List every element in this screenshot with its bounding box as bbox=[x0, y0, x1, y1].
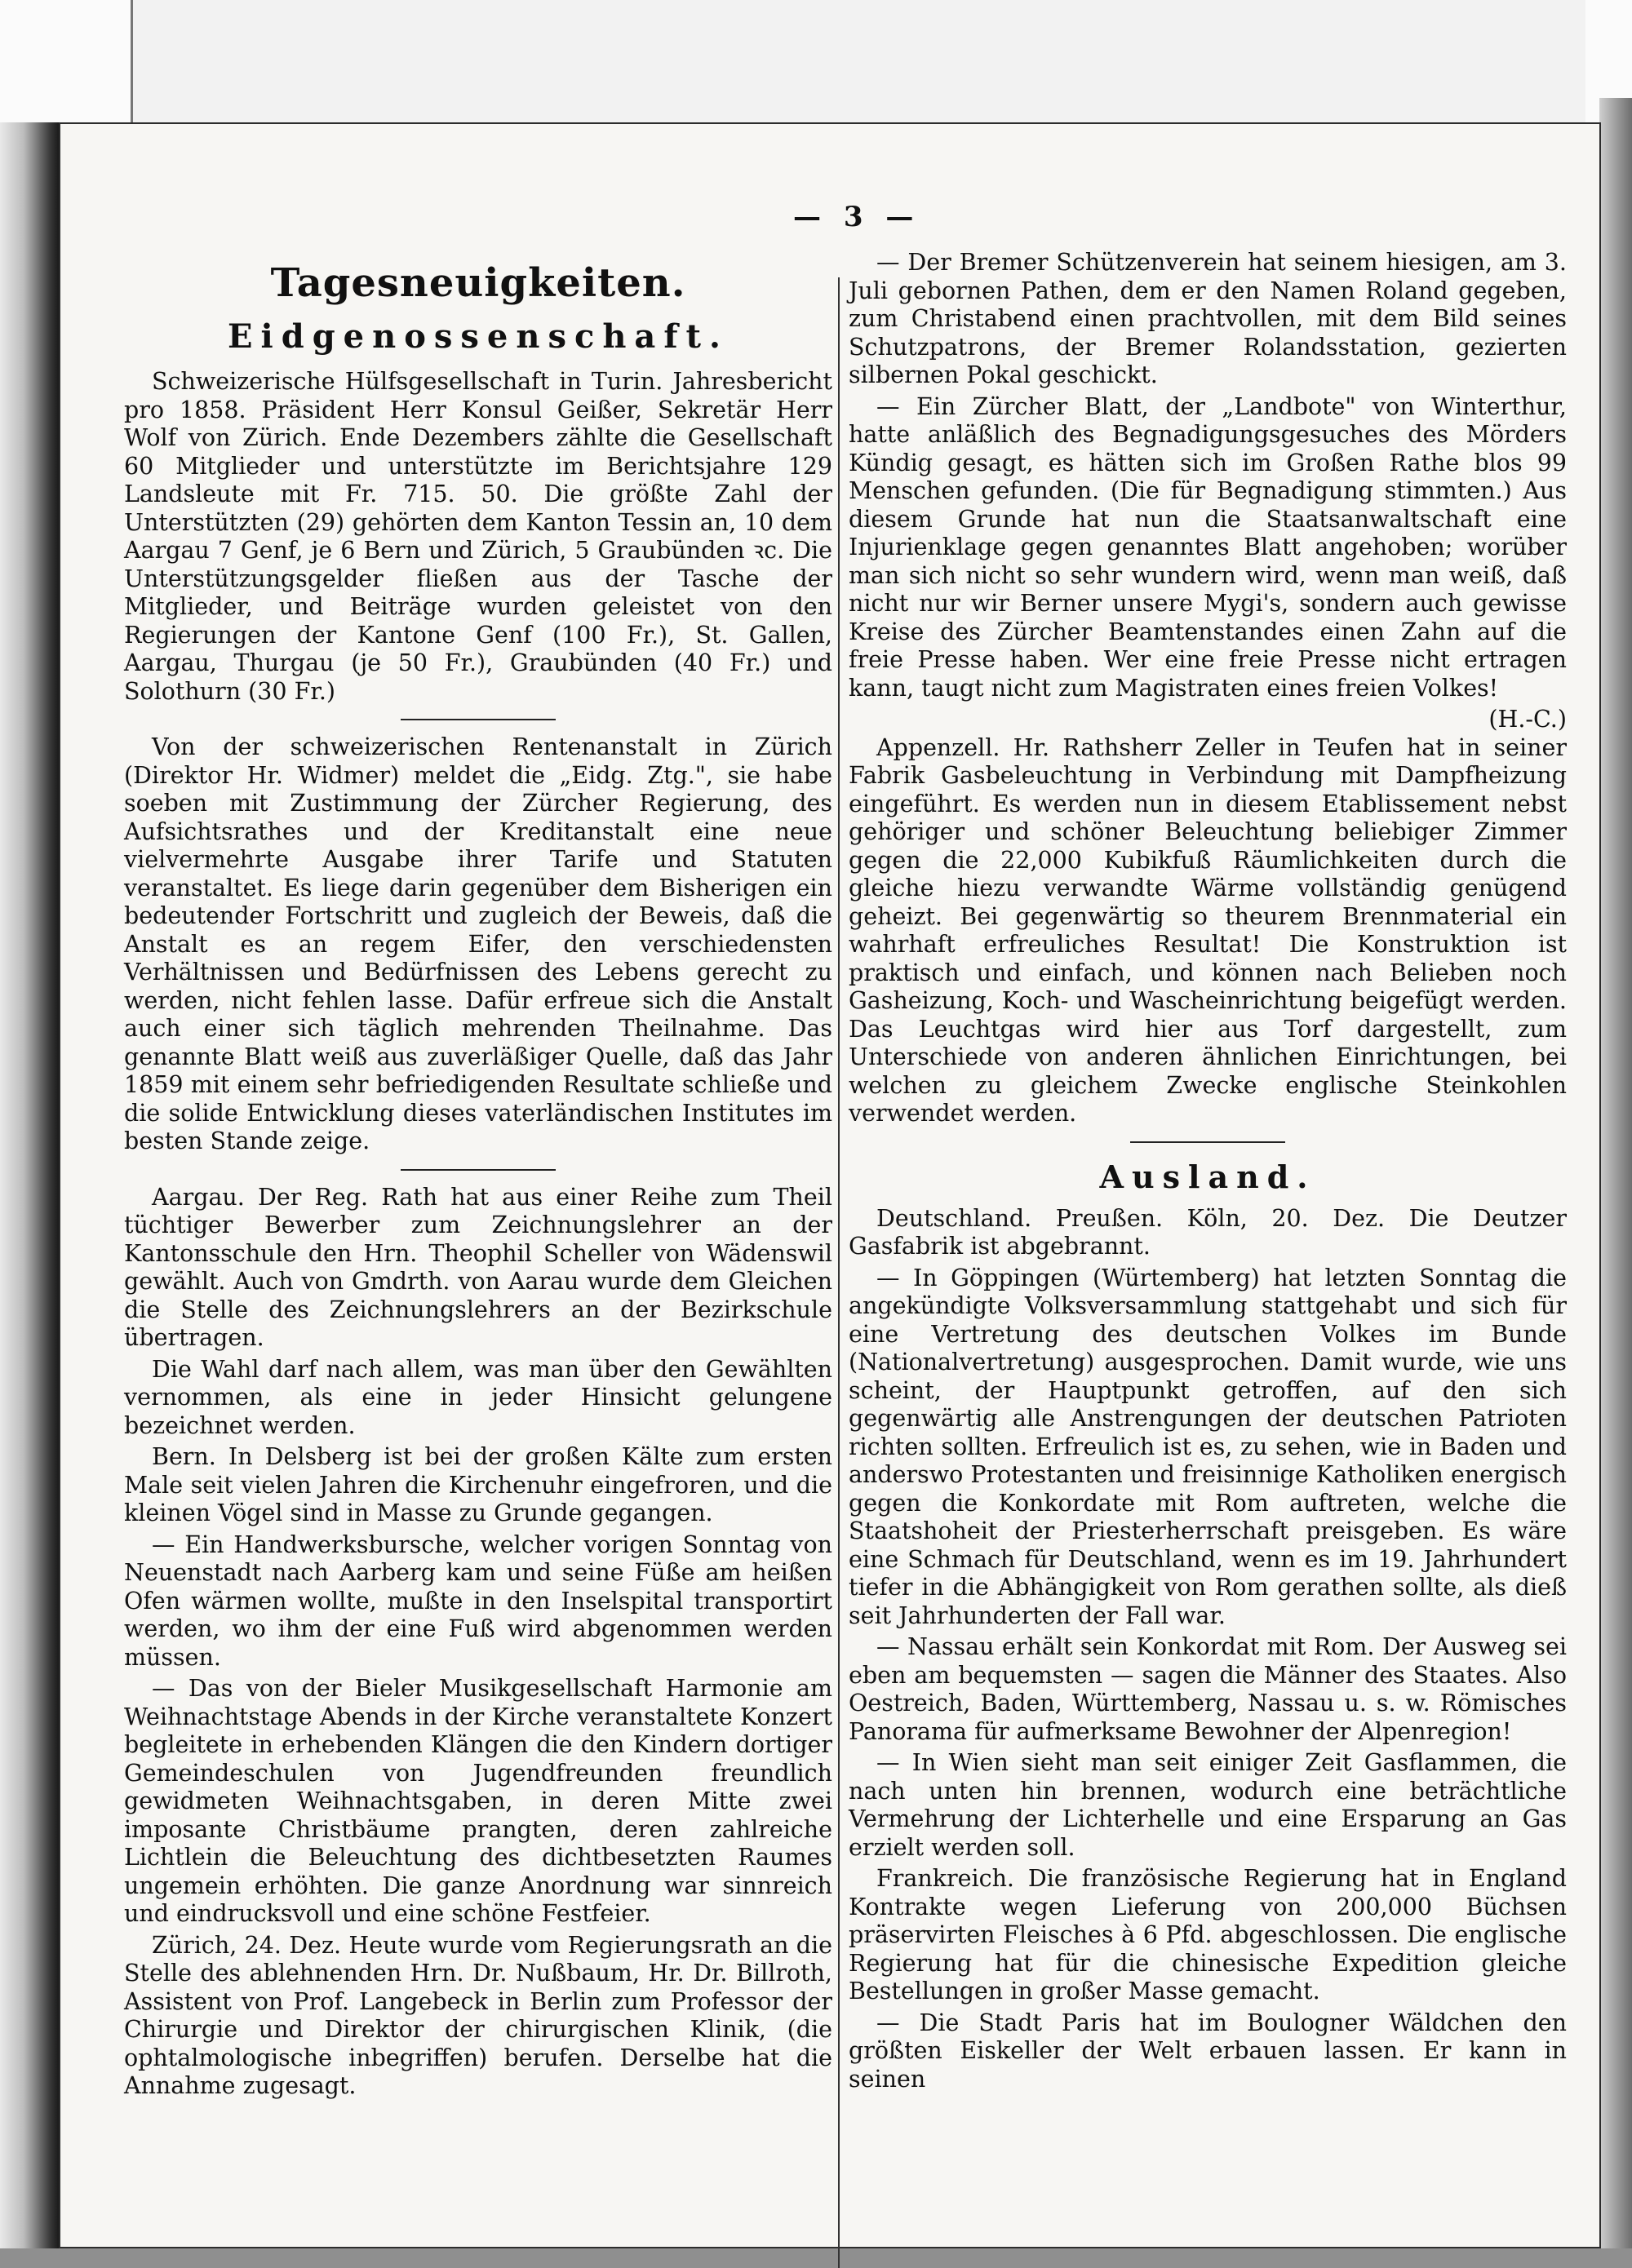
section-title: Tagesneuigkeiten. bbox=[270, 260, 686, 306]
newspaper-page bbox=[59, 122, 1601, 2248]
article-paragraph: — Ein Handwerksbursche, welcher vorigen Sonntag von Neuenstadt nach Aarberg kam und seine Füße am heißen Ofen wärmen wollte, mußte in den Inselspital transportirt werden, wo ihm der eine Fuß wird abgenommen werden müssen. bbox=[124, 1530, 832, 1671]
article-paragraph: — Das von der Bieler Musikgesellschaft Harmonie am Weihnachtstage Abends in der Kirche veranstaltete Konzert begleitete in erhebenden Klängen die den Kindern dortiger Gemeindeschulen von Jugendfreunden freundlich gewidmeten Weihnachtsgaben, in deren Mitte zwei imposante Christbäume prangten, deren zahlreiche Lichtlein die Beleuchtung des dichtbesetzten Raumes ungemein erhöhten. Die ganze Anordnung war sinnreich und eindrucksvoll und eine schöne Festfeier. bbox=[124, 1675, 832, 1927]
article-paragraph: — In Wien sieht man seit einiger Zeit Gasflammen, die nach unten hin brennen, wodurch eine beträchtliche Vermehrung der Lichterhelle und eine Ersparung an Gas erzielt werden soll. bbox=[849, 1749, 1567, 1861]
article-paragraph: Appenzell. Hr. Rathsherr Zeller in Teufen hat in seiner Fabrik Gasbeleuchtung in Verbindung mit Dampfheizung eingeführt. Es werden nun in diesem Etablissement nebst gehöriger und schöner Beleuchtung beliebiger Zimmer gegen die 22,000 Kubikfuß Räumlichkeiten durch die gleiche hiezu verwandte Wärme vollständig genügend geheizt. Bei gegenwärtig so theurem Brennmaterial ein wahrhaft erfreuliches Resultat! Die Konstruktion ist praktisch und einfach, und können nach Belieben noch Gasheizung, Koch- und Wascheinrichtung beigefügt werden. Das Leuchtgas wird hier aus Torf dargestellt, zum Unterschiede von anderen ähnlichen Einrichtungen, bei welchen zu gleichem Zwecke englische Steinkohlen verwendet werden. bbox=[849, 733, 1567, 1127]
article-paragraph: Schweizerische Hülfsgesellschaft in Turin. Jahresbericht pro 1858. Präsident Herr Konsul Geißer, Sekretär Herr Wolf von Zürich. Ende Dezembers zählte die Gesellschaft 60 Mitglieder und unterstützte im Berichtsjahre 129 Landsleute mit Fr. 715. 50. Die größte Zahl der Unterstützten (29) gehörten dem Kanton Tessin an, 10 dem Aargau 7 Genf, je 6 Bern und Zürich, 5 Graubünden ꝛc. Die Unterstützungsgelder fließen aus der Tasche der Mitglieder, und Beiträge wurden geleistet von den Regierungen der Kantone Genf (100 Fr.), St. Gallen, Aargau, Thurgau (je 50 Fr.), Graubünden (40 Fr.) und Solothurn (30 Fr.) bbox=[124, 368, 832, 705]
book-binding-shadow bbox=[0, 122, 59, 2248]
page-number: — 3 — bbox=[793, 201, 920, 233]
article-paragraph: — Die Stadt Paris hat im Boulogner Wäldchen den größten Eiskeller der Welt erbauen lassen. Er kann in seinen bbox=[849, 2009, 1567, 2093]
subsection-title-ausland: Ausland. bbox=[1099, 1158, 1316, 1195]
article-paragraph: — In Göppingen (Würtemberg) hat letzten Sonntag die angekündigte Volksversammlung stattgehabt und sich für eine Vertretung des deutschen Volkes im Bunde (Nationalvertretung) ausgesprochen. Damit wurde, wie uns scheint, der Hauptpunkt getroffen, auf den sich gegenwärtig alle Anstrengungen der deutschen Patrioten richten sollten. Erfreulich ist es, zu sehen, wie in Baden und anderswo Protestanten und freisinnige Katholiken energisch gegen die Konkordate mit Rom auftreten, welche die Staatshoheit der Priesterherrschaft preisgeben. Es wäre eine Schmach für Deutschland, wenn es im 19. Jahrhundert tiefer in die Abhängigkeit von Rom gerathen sollte, als dieß seit Jahrhunderten der Fall war. bbox=[849, 1264, 1567, 1629]
article-paragraph: Bern. In Delsberg ist bei der großen Kälte zum ersten Male seit vielen Jahren die Kirchenuhr eingefroren, und die kleinen Vögel sind in Masse zu Grunde gegangen. bbox=[124, 1443, 832, 1526]
article-paragraph: Deutschland. Preußen. Köln, 20. Dez. Die Deutzer Gasfabrik ist abgebrannt. bbox=[849, 1204, 1567, 1260]
article-paragraph: Aargau. Der Reg. Rath hat aus einer Reihe zum Theil tüchtiger Bewerber zum Zeichnungslehrer an der Kantonsschule den Hrn. Theophil Scheller von Wädenswil gewählt. Auch von Gmdrth. von Aarau wurde dem Gleichen die Stelle des Zeichnungslehrers an der Bezirkschule übertragen. bbox=[124, 1183, 832, 1351]
article-paragraph: — Der Bremer Schützenverein hat seinem hiesigen, am 3. Juli gebornen Pathen, dem er den Namen Roland gegeben, zum Christabend einen prachtvollen, mit dem Bild seines Schutzpatrons, der Bremer Rolandsstation, gezierten silbernen Pokal geschickt. bbox=[849, 249, 1567, 388]
left-column bbox=[124, 249, 832, 2104]
page-edge-shadow bbox=[1599, 98, 1632, 2248]
right-column bbox=[849, 249, 1567, 2097]
subsection-title-eidgenossenschaft: Eidgenossenschaft. bbox=[228, 317, 729, 356]
article-paragraph: — Nassau erhält sein Konkordat mit Rom. Der Ausweg sei eben am bequemsten — sagen die Männer des Staates. Also Oestreich, Baden, Württemberg, Nassau u. s. w. Römisches Panorama für aufmerksame Bewohner der Alpenregion! bbox=[849, 1633, 1567, 1745]
article-paragraph: Zürich, 24. Dez. Heute wurde vom Regierungsrath an die Stelle des ablehnenden Hrn. Dr. Nußbaum, Hr. Dr. Billroth, Assistent von Prof. Langebeck in Berlin zum Professor der Chirurgie und Direktor der chirurgischen Klinik, (die ophtalmologische inbegriffen) berufen. Derselbe hat die Annahme zugesagt. bbox=[124, 1931, 832, 2099]
article-paragraph: Frankreich. Die französische Regierung hat in England Kontrakte wegen Lieferung von 200,000 Büchsen präservirten Fleisches à 6 Pfd. abgeschlossen. Die englische Regierung hat für die chinesische Expedition gleiche Bestellungen in großer Masse gemacht. bbox=[849, 1865, 1567, 2004]
separator-rule bbox=[401, 719, 556, 720]
article-paragraph: Die Wahl darf nach allem, was man über den Gewählten vernommen, als eine in jeder Hinsicht gelungene bezeichnet werden. bbox=[124, 1355, 832, 1439]
article-paragraph: — Ein Zürcher Blatt, der „Landbote" von Winterthur, hatte anläßlich des Begnadigungsgesuches des Mörders Kündig gesagt, es hätten sich im Großen Rathe blos 99 Menschen gefunden. (Die für Begnadigung stimmten.) Aus diesem Grunde hat nun die Staatsanwaltschaft eine Injurienklage gegen genanntes Blatt angehoben; worüber man sich nicht so sehr wundern wird, wenn man weiß, daß nicht nur wir Berner unsere Mygi's, sondern auch gewisse Kreise des Zürcher Beamtenstandes einen Zahn auf die freie Presse haben. Wer eine freie Presse nicht ertragen kann, taugt nicht zum Magistraten eines freien Volkes! bbox=[849, 392, 1567, 702]
article-paragraph: Von der schweizerischen Rentenanstalt in Zürich (Direktor Hr. Widmer) meldet die „Eidg. Ztg.", sie habe soeben mit Zustimmung der Zürcher Regierung, des Aufsichtsrathes und der Kreditanstalt eine neue vielvermehrte Ausgabe ihrer Tarife und Statuten veranstaltet. Es liege darin gegenüber dem Bisherigen ein bedeutender Fortschritt und zugleich der Beweis, daß die Anstalt es an regem Eifer, den verschiedensten Verhältnissen und Bedürfnissen des Lebens gerecht zu werden, nicht fehlen lasse. Dafür erfreue sich die Anstalt auch einer sich täglich mehrenden Theilnahme. Das genannte Blatt weiß aus zuverläßiger Quelle, daß das Jahr 1859 mit einem sehr befriedigenden Resultate schließe und die solide Entwicklung dieses vaterländischen Institutes im besten Stande zeige. bbox=[124, 733, 832, 1154]
separator-rule bbox=[401, 1169, 556, 1171]
separator-rule bbox=[1130, 1141, 1285, 1143]
underlying-page-edge bbox=[131, 0, 1585, 122]
article-signature: (H.-C.) bbox=[1488, 706, 1567, 733]
column-rule bbox=[838, 277, 840, 2268]
